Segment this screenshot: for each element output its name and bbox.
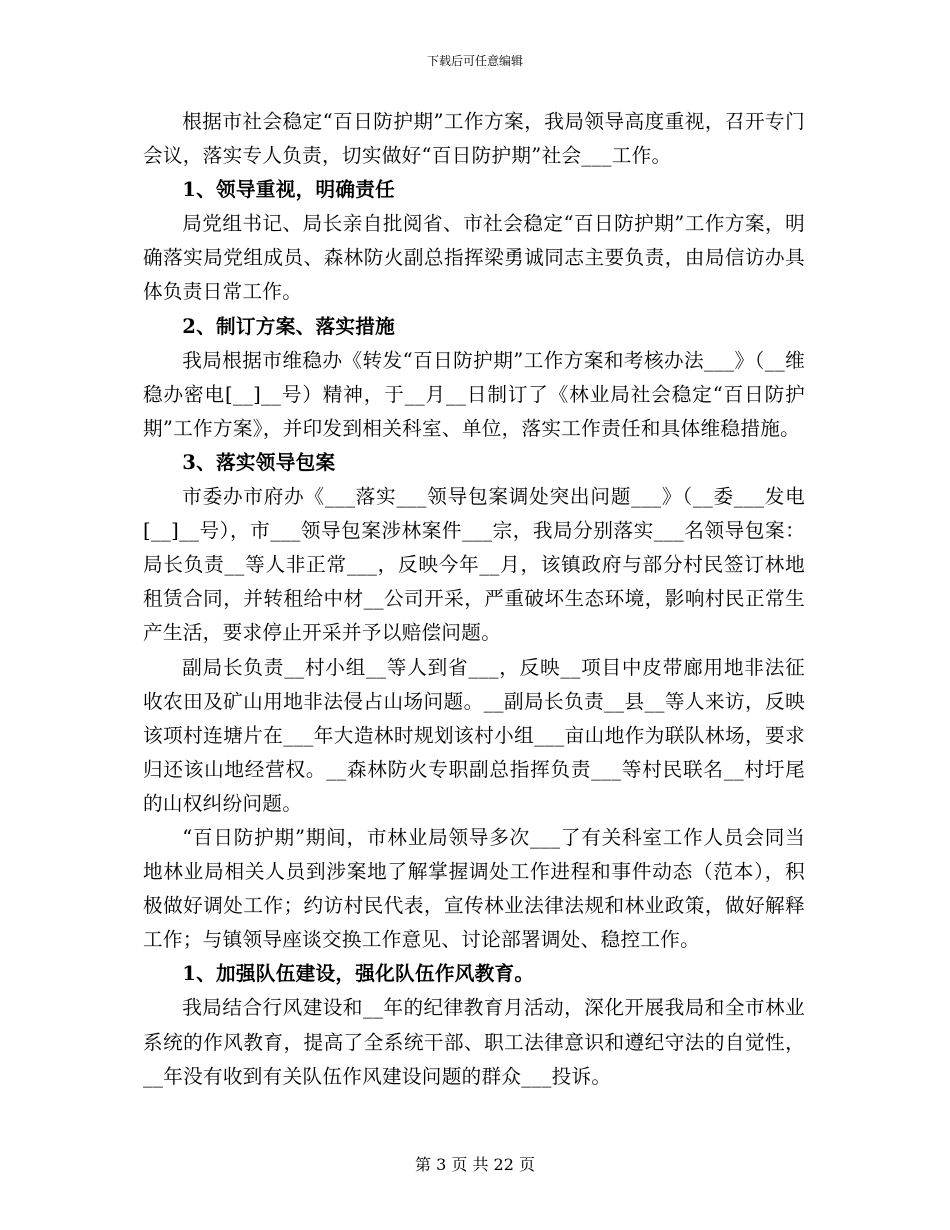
case-paragraph-1: 市委办市府办《___落实___领导包案调处突出问题___》（__委___发电[__]__号），市___领导包案涉林案件___宗，我局分别落实___名领导包案：局长负责__等人非正常___，反映今年__月，该镇政府与部分村民签订林地租赁合同，并转租给中材__公司开采，严重破坏生态环境，影响村民正常生产生活，要求停止开采并予以赔偿问题。: [143, 485, 805, 645]
case-paragraph-2: 副局长负责__村小组__等人到省___，反映__项目中皮带廊用地非法征收农田及矿山用地非法侵占山场问题。__副局长负责__县__等人来访，反映该项村连塘片在___年大造林时规划该村小组___亩山地作为联队林场，要求归还该山地经营权。__森林防火专职副总指挥负责___等村民联名__村圩尾的山权纠纷问题。: [143, 655, 805, 815]
intro-paragraph: 根据市社会稳定“百日防护期”工作方案，我局领导高度重视，召开专门会议，落实专人负责，切实做好“百日防护期”社会___工作。: [143, 110, 805, 168]
section-heading-plan: 2、制订方案、落实措施: [182, 314, 396, 338]
page-header-note: 下载后可任意编辑: [426, 54, 523, 68]
leadership-paragraph: 局党组书记、局长亲自批阅省、市社会稳定“百日防护期”工作方案，明确落实局党组成员、森林防火副总指挥梁勇诚同志主要负责，由局信访办具体负责日常工作。: [143, 212, 805, 304]
plan-paragraph: 我局根据市维稳办《转发“百日防护期”工作方案和考核办法___》（__维稳办密电[__]__号）精神，于__月__日制订了《林业局社会稳定“百日防护期”工作方案》，并印发到相关科室、单位，落实工作责任和具体维稳措施。: [143, 348, 805, 440]
section-heading-leadership: 1、领导重视，明确责任: [182, 178, 396, 202]
team-building-paragraph: 我局结合行风建设和__年的纪律教育月活动，深化开展我局和全市林业系统的作风教育，提高了全系统干部、职工法律意识和遵纪守法的自觉性，__年没有收到有关队伍作风建设问题的群众___投诉。: [143, 996, 805, 1088]
section-heading-case-responsibility: 3、落实领导包案: [182, 450, 336, 474]
section-heading-team-building: 1、加强队伍建设，强化队伍作风教育。: [182, 962, 535, 986]
case-paragraph-3: “百日防护期”期间，市林业局领导多次___了有关科室工作人员会同当地林业局相关人员到涉案地了解掌握调处工作进程和事件动态（范本），积极做好调处工作；约访村民代表，宣传林业法律法规和林业政策，做好解释工作；与镇领导座谈交换工作意见、讨论部署调处、稳控工作。: [143, 825, 805, 952]
document-body: [143, 105, 805, 1094]
page-number: 第 3 页 共 22 页: [415, 1155, 535, 1174]
